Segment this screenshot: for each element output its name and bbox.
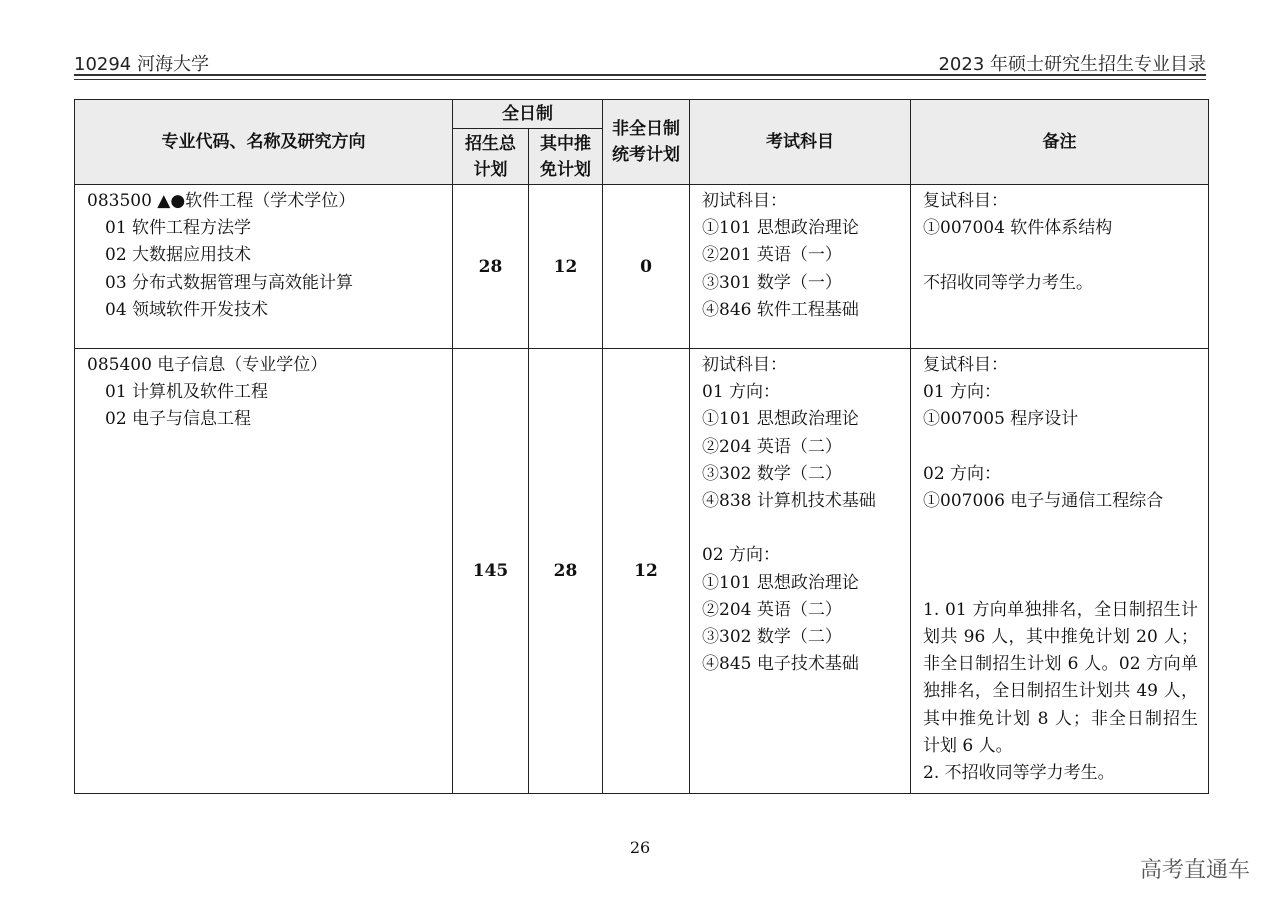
exam-line: ①101 思想政治理论 bbox=[702, 218, 859, 239]
notes-paragraph: 2. 不招收同等学力考生。 bbox=[923, 762, 1115, 783]
exam-line: ③302 数学（二） bbox=[702, 463, 842, 484]
col-major-header: 专业代码、名称及研究方向 bbox=[75, 100, 453, 185]
notes-spacer bbox=[923, 242, 1198, 269]
parttime-plan-cell: 0 bbox=[603, 185, 690, 349]
exam-line: ④846 软件工程基础 bbox=[702, 299, 859, 320]
header-left: 10294 河海大学 bbox=[74, 54, 209, 75]
notes-line: 复试科目： bbox=[923, 191, 1008, 211]
exam-line: ②204 英语（二） bbox=[702, 436, 842, 457]
table-row bbox=[75, 185, 1209, 349]
notes-spacer bbox=[923, 570, 1198, 597]
exam-line: ①101 思想政治理论 bbox=[702, 409, 859, 430]
notes-line: ①007006 电子与通信工程综合 bbox=[923, 491, 1164, 511]
col-notes-header: 备注 bbox=[911, 100, 1209, 185]
exam-line: 02 方向： bbox=[702, 545, 781, 566]
col-fulltime-header: 全日制 bbox=[453, 100, 603, 129]
total-plan-cell: 28 bbox=[453, 185, 529, 349]
col-exam-header: 考试科目 bbox=[690, 100, 911, 185]
notes-paragraph: 1. 01 方向单独排名，全日制招生计划共 96 人，其中推免计划 20 人；非全日制招生计划 6 人。02 方向单独排名，全日制招生计划共 49 人，其中推免计划 8 人；非全日制招生计划 6 人。 bbox=[923, 599, 1198, 756]
table-row bbox=[75, 349, 1209, 794]
direction-item: 01 计算机及软件工程 bbox=[105, 382, 269, 403]
exam-spacer bbox=[702, 515, 900, 542]
notes-cell bbox=[911, 349, 1209, 794]
exam-line: ①101 思想政治理论 bbox=[702, 572, 859, 593]
parttime-plan-cell: 12 bbox=[603, 349, 690, 794]
major-title: 085400 电子信息（专业学位） bbox=[87, 355, 328, 375]
exam-line: ③302 数学（二） bbox=[702, 627, 842, 648]
col-total-header: 招生总 计划 bbox=[453, 129, 529, 185]
exam-line: 初试科目： bbox=[702, 355, 787, 375]
notes-spacer bbox=[923, 434, 1198, 461]
direction-item: 03 分布式数据管理与高效能计算 bbox=[105, 272, 354, 293]
exam-line: ③301 数学（一） bbox=[702, 272, 842, 293]
exam-line: ②201 英语（一） bbox=[702, 245, 842, 266]
notes-line: 01 方向： bbox=[923, 382, 1002, 403]
exam-cell bbox=[690, 185, 911, 349]
notes-line: ①007004 软件体系结构 bbox=[923, 218, 1113, 239]
major-cell bbox=[75, 185, 453, 349]
exam-line: ④845 电子技术基础 bbox=[702, 654, 859, 675]
recommend-plan-cell: 12 bbox=[529, 185, 603, 349]
page-number: 26 bbox=[629, 838, 651, 857]
notes-line: 不招收同等学力考生。 bbox=[923, 272, 1093, 293]
header-right: 2023 年硕士研究生招生专业目录 bbox=[938, 54, 1206, 75]
notes-line: ①007005 程序设计 bbox=[923, 409, 1079, 430]
major-cell bbox=[75, 349, 453, 794]
exam-line: 01 方向： bbox=[702, 382, 781, 403]
notes-cell bbox=[911, 185, 1209, 349]
direction-item: 02 电子与信息工程 bbox=[105, 409, 252, 430]
exam-line: ②204 英语（二） bbox=[702, 599, 842, 620]
direction-item: 01 软件工程方法学 bbox=[105, 218, 252, 239]
watermark: 高考直通车 bbox=[1139, 858, 1250, 883]
recommend-plan-cell: 28 bbox=[529, 349, 603, 794]
total-plan-cell: 145 bbox=[453, 349, 529, 794]
direction-item: 02 大数据应用技术 bbox=[105, 245, 252, 266]
direction-item: 04 领域软件开发技术 bbox=[105, 299, 269, 320]
notes-spacer bbox=[923, 542, 1198, 569]
notes-line: 02 方向： bbox=[923, 463, 1002, 484]
notes-line: 复试科目： bbox=[923, 355, 1008, 375]
exam-line: ④838 计算机技术基础 bbox=[702, 491, 876, 512]
catalog-table bbox=[74, 99, 1209, 794]
header-row-1 bbox=[75, 100, 1209, 129]
exam-line: 初试科目： bbox=[702, 191, 787, 211]
col-parttime-header: 非全日制 统考计划 bbox=[603, 100, 690, 185]
header-rule-thin bbox=[74, 79, 1206, 80]
header-rule bbox=[74, 74, 1206, 76]
exam-cell bbox=[690, 349, 911, 794]
page-header bbox=[74, 46, 1206, 76]
major-title: 083500 ▲●软件工程（学术学位） bbox=[87, 191, 356, 211]
notes-spacer bbox=[923, 515, 1198, 542]
col-recommend-header: 其中推 免计划 bbox=[529, 129, 603, 185]
